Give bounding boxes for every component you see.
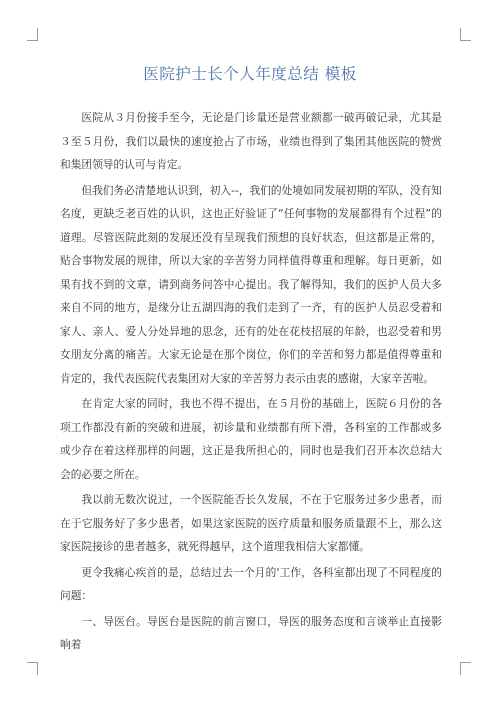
paragraph: 医院从３月份接手至今，无论是门诊量还是营业额都一破再破记录，尤其是３至５月份，我们以最快的速度抢占了市场，业绩也得到了集团其他医院的赞赏和集团领导的认可与肯定。 — [60, 111, 442, 171]
document-title: 医院护士长个人年度总结 模板 — [143, 65, 357, 83]
crop-mark-bottom-left — [27, 662, 38, 675]
crop-mark-top-left — [27, 28, 38, 41]
crop-mark-bottom-right — [460, 662, 471, 675]
paragraph: 一、导医台。导医台是医院的前言窗口，导医的服务态度和言谈举止直接影响着 — [60, 614, 442, 651]
paragraph: 在肯定大家的同时，我也不得不提出，在５月份的基础上，医院６月份的各项工作都没有新的突破和进展，初诊量和业绩都有所下滑，各科室的工作都或多或少存在着这样那样的问题，这正是我所担心的，同时也是我们召开本次总结大会的必要之所在。 — [60, 397, 442, 481]
paragraph: 更令我痛心疾首的是，总结过去一个月的'工作，各科室都出现了不同程度的问题： — [60, 565, 442, 602]
paragraph: 但我们务必清楚地认识到，初入--，我们的处境如同发展初期的军队，没有知名度，更缺乏老百姓的认识，这也正好验证了“任何事物的发展都得有个过程”的道理。尽管医院此刻的发展还没有呈现我们预想的良好状态，但这都是正常的，贴合事物发展的规律，所以大家的辛苦努力同样值得尊重和理解。每日更新，如果有找不到的文章，请到商务问答中心提出。我了解得知，我们的医护人员大多来自不同的地方，是缘分让五湖四海的我们走到了一齐，有的医护人员忍受着和家人、亲人、爱人分处异地的思念，还有的处在花枝招展的年龄，也忍受着和男女朋友分离的痛苦。大家无论是在那个岗位，你们的辛苦和努力都是值得尊重和肯定的，我代表医院代表集团对大家的辛苦努力表示由衷的感谢，大家辛苦啦。 — [60, 183, 442, 385]
paragraph: 我以前无数次说过，一个医院能否长久发展，不在于它服务过多少患者，而在于它服务好了多少患者，如果这家医院的医疗质量和服务质量跟不上，那么这家医院接诊的患者越多，就死得越早，这个道理我相信大家都懂。 — [60, 493, 442, 553]
document-body — [60, 106, 442, 659]
crop-mark-top-right — [460, 28, 471, 41]
